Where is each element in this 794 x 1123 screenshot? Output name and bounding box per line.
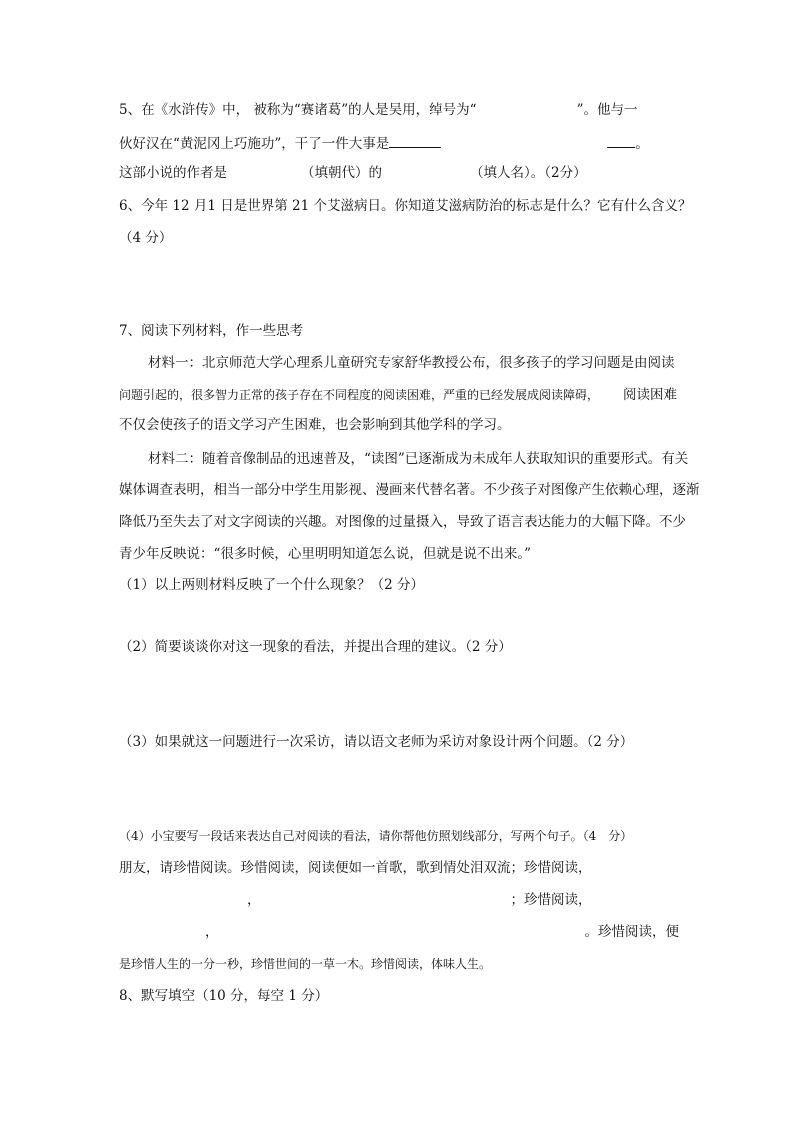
q7-sub4-line-3a: ，	[247, 892, 261, 908]
q5-text-3c: （填人名）。（2分）	[470, 165, 587, 181]
q5-line-2	[119, 133, 649, 153]
q7-title: 7、阅读下列材料，作一些思考	[119, 323, 304, 339]
q5-text-3a: 这部小说的作者是	[119, 165, 227, 181]
q7-material2-line-1: 材料二：随着音像制品的迅速普及，“读图”已逐渐成为未成年人获取知识的重要形式。有关	[148, 451, 689, 467]
q7-sub4-line-4	[119, 923, 679, 941]
q5-text-1b: ”。他与一	[576, 102, 638, 118]
q7-material1-line-2a: 问题引起的，很多智力正常的孩子存在不同程度的阅读困难，严重的已经发展成阅读障碍，	[119, 388, 600, 402]
q5-line-1	[119, 101, 638, 119]
q7-sub1: （1）以上两则材料反映了一个什么现象？（2 分）	[119, 577, 424, 593]
q5-text-2a: 伙好汉在“黄泥冈上巧施功”，干了一件大事是	[119, 136, 390, 152]
q7-sub4-line-3	[119, 891, 592, 909]
q7-sub4: （4）小宝要写一段话来表达自己对阅读的看法，请你帮他仿照划线部分，写两个句子。（4 分）	[119, 829, 633, 843]
q5-text-1a: 5、在《水浒传》中， 被称为“赛诸葛”的人是吴用，绰号为“	[119, 102, 477, 118]
q7-material1-line-2b: 阅读困难	[623, 387, 678, 403]
q7-material1-line-1: 材料一：北京师范大学心理系儿童研究专家舒华教授公布，很多孩子的学习问题是由阅读	[148, 355, 675, 371]
q5-blank-event-end	[607, 133, 635, 148]
q7-material2-line-3: 降低乃至失去了对文字阅读的兴趣。对图像的过量摄入，导致了语言表达能力的大幅下降。不少	[119, 514, 686, 530]
q7-sub4-line-3b: ；珍惜阅读，	[510, 892, 592, 908]
q7-sub4-line-5: 是珍惜人生的一分一秒，珍惜世间的一草一木。珍惜阅读，体味人生。	[119, 957, 492, 971]
q5-blank-event	[389, 133, 441, 148]
q7-sub2: （2）简要谈谈你对这一现象的看法，并提出合理的建议。（2 分）	[119, 639, 512, 655]
q7-material1-line-2	[119, 386, 677, 404]
q7-sub4-line-4b: 。珍惜阅读，便	[584, 924, 679, 940]
q5-text-3b: （填朝代）的	[301, 165, 382, 181]
q5-line-3	[119, 164, 587, 182]
q8-title: 8、默写填空（10 分，每空 1 分）	[119, 988, 329, 1004]
q7-material2-line-4: 青少年反映说：“很多时候，心里明明知道怎么说，但就是说不出来。”	[119, 546, 532, 562]
q7-material2-line-2: 媒体调查表明，相当一部分中学生用影视、漫画来代替名著。不少孩子对图像产生依赖心理，逐渐	[119, 482, 700, 498]
q5-text-2b: 。	[635, 136, 649, 152]
q7-sub4-line-2: 朋友，请珍惜阅读。珍惜阅读，阅读便如一首歌，歌到情处泪双流；珍惜阅读，	[119, 860, 592, 876]
q6-line-1: 6、今年 12 月1 日是世界第 21 个艾滋病日。你知道艾滋病防治的标志是什么？它有什么含义？	[119, 198, 692, 214]
q7-sub3: （3）如果就这一问题进行一次采访，请以语文老师为采访对象设计两个问题。（2 分）	[119, 734, 634, 750]
q7-material1-line-3: 不仅会使孩子的语文学习产生困难，也会影响到其他学科的学习。	[119, 417, 511, 433]
q7-sub4-line-4a: ，	[205, 924, 219, 940]
q6-line-2: （4 分）	[119, 230, 173, 246]
